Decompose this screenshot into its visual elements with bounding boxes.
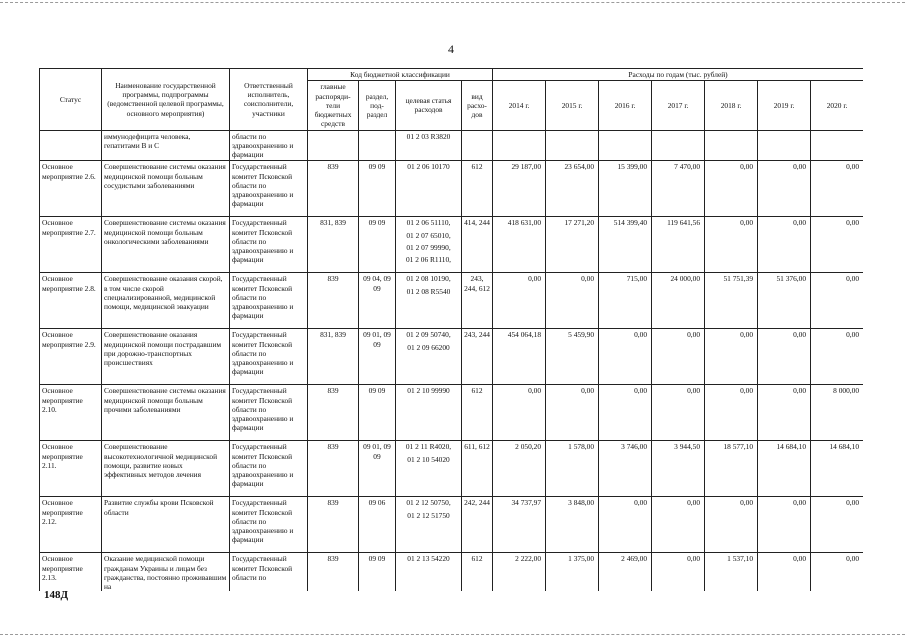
cell-value: 0,00 <box>705 217 758 273</box>
cell-value: 0,00 <box>599 385 652 441</box>
budget-table-wrapper <box>39 68 863 591</box>
scan-edge-top <box>0 2 905 3</box>
cell-value: 2 469,00 <box>599 553 652 591</box>
cell-target-article <box>396 130 462 161</box>
cell-value: 3 746,00 <box>599 441 652 497</box>
cell-section: 09 09 <box>359 385 396 441</box>
cell-value: 0,00 <box>493 273 546 329</box>
cell-grbs: 839 <box>308 441 359 497</box>
cell-value: 0,00 <box>758 497 811 553</box>
header-year: 2015 г. <box>546 81 599 130</box>
cell-value: 1 537,10 <box>705 553 758 591</box>
cell-responsible: Государственный комитет Псковской области по здравоохранению и фармации <box>230 497 308 553</box>
header-year: 2014 г. <box>493 81 546 130</box>
cell-target-article <box>396 497 462 553</box>
cell-value: 14 684,10 <box>758 441 811 497</box>
cell-responsible: области по здравоохранению и фармации <box>230 130 308 161</box>
header-section: раздел, под-раздел <box>359 81 396 130</box>
cell-expense-type: 242, 244 <box>462 497 493 553</box>
target-article-code: 01 2 10 54020 <box>407 454 450 464</box>
cell-status: Основное мероприятие 2.7. <box>40 217 102 273</box>
header-name: Наименование государственной программы, подпрограммы (ведомственной целевой программы, основного мероприятия) <box>102 69 230 131</box>
cell-value <box>758 130 811 161</box>
cell-expense-type: 243, 244 <box>462 329 493 385</box>
cell-expense-type <box>462 130 493 161</box>
cell-value: 0,00 <box>758 385 811 441</box>
cell-value: 0,00 <box>758 217 811 273</box>
cell-name: Оказание медицинской помощи гражданам Украины и лицам без гражданства, постоянно проживавшим на <box>102 553 230 591</box>
cell-value: 0,00 <box>705 161 758 217</box>
cell-expense-type: 612 <box>462 161 493 217</box>
cell-name: иммунодефицита человека, гепатитами B и C <box>102 130 230 161</box>
cell-grbs: 839 <box>308 497 359 553</box>
cell-responsible: Государственный комитет Псковской области по здравоохранению и фармации <box>230 273 308 329</box>
cell-grbs: 839 <box>308 273 359 329</box>
table-body <box>40 130 864 591</box>
table-row <box>40 385 864 441</box>
cell-value <box>546 130 599 161</box>
cell-value: 0,00 <box>705 385 758 441</box>
table-header <box>40 69 864 131</box>
cell-expense-type: 612 <box>462 553 493 591</box>
cell-value: 0,00 <box>811 217 863 273</box>
header-year: 2020 г. <box>811 81 863 130</box>
target-article-code: 01 2 12 51750 <box>407 510 450 520</box>
cell-responsible: Государственный комитет Псковской области по здравоохранению и фармации <box>230 441 308 497</box>
header-year: 2019 г. <box>758 81 811 130</box>
table-row <box>40 329 864 385</box>
cell-grbs: 839 <box>308 161 359 217</box>
cell-value: 0,00 <box>652 497 705 553</box>
cell-value <box>493 130 546 161</box>
cell-status: Основное мероприятие 2.10. <box>40 385 102 441</box>
cell-value: 514 399,40 <box>599 217 652 273</box>
cell-status: Основное мероприятие 2.12. <box>40 497 102 553</box>
cell-grbs: 839 <box>308 385 359 441</box>
cell-value: 51 376,00 <box>758 273 811 329</box>
cell-responsible: Государственный комитет Псковской области по здравоохранению и фармации <box>230 385 308 441</box>
cell-target-article <box>396 441 462 497</box>
cell-expense-type: 612 <box>462 385 493 441</box>
cell-value: 0,00 <box>811 553 863 591</box>
cell-section: 09 06 <box>359 497 396 553</box>
header-status: Статус <box>40 69 102 131</box>
cell-value: 34 737,97 <box>493 497 546 553</box>
target-article-code: 01 2 10 99990 <box>407 386 450 396</box>
cell-target-article <box>396 273 462 329</box>
target-article-code: 01 2 03 R3820 <box>406 131 451 141</box>
cell-value: 3 848,00 <box>546 497 599 553</box>
cell-value: 24 000,00 <box>652 273 705 329</box>
cell-value <box>599 130 652 161</box>
target-article-code: 01 2 11 R4020, <box>405 442 452 452</box>
cell-section: 09 01, 09 09 <box>359 441 396 497</box>
cell-grbs: 839 <box>308 553 359 591</box>
table-row <box>40 217 864 273</box>
cell-status: Основное мероприятие 2.13. <box>40 553 102 591</box>
cell-target-article <box>396 329 462 385</box>
cell-section: 09 09 <box>359 161 396 217</box>
cell-value: 14 684,10 <box>811 441 863 497</box>
cell-value: 0,00 <box>652 553 705 591</box>
header-main-managers: главные распоряди-тели бюджетных средств <box>308 81 359 130</box>
cell-value: 0,00 <box>546 385 599 441</box>
target-article-code: 01 2 06 10170 <box>407 162 450 172</box>
cell-value: 7 470,00 <box>652 161 705 217</box>
cell-target-article <box>396 553 462 591</box>
cell-value: 17 271,20 <box>546 217 599 273</box>
cell-value: 0,00 <box>652 385 705 441</box>
cell-status: Основное мероприятие 2.8. <box>40 273 102 329</box>
cell-name: Совершенствование оказания скорой, в том числе скорой специализированной, медицинской помощи, медицинской эвакуации <box>102 273 230 329</box>
cell-value: 0,00 <box>493 385 546 441</box>
cell-value: 8 000,00 <box>811 385 863 441</box>
cell-section: 09 09 <box>359 553 396 591</box>
cell-value <box>652 130 705 161</box>
target-article-code: 01 2 07 99990, <box>406 242 451 252</box>
budget-table <box>39 68 863 591</box>
cell-value: 0,00 <box>546 273 599 329</box>
page-number: 4 <box>448 42 454 56</box>
cell-grbs: 831, 839 <box>308 329 359 385</box>
cell-value: 0,00 <box>758 329 811 385</box>
table-row <box>40 130 864 161</box>
target-article-code: 01 2 07 65010, <box>406 230 451 240</box>
cell-value: 2 222,00 <box>493 553 546 591</box>
cell-value: 0,00 <box>811 273 863 329</box>
cell-value <box>811 130 863 161</box>
cell-value: 51 751,39 <box>705 273 758 329</box>
scan-edge-bottom <box>0 634 905 635</box>
cell-responsible: Государственный комитет Псковской области по здравоохранению и фармации <box>230 161 308 217</box>
cell-name: Совершенствование высокотехнологичной медицинской помощи, развитие новых эффективных методов лечения <box>102 441 230 497</box>
cell-value: 0,00 <box>652 329 705 385</box>
cell-value: 0,00 <box>811 329 863 385</box>
cell-responsible: Государственный комитет Псковской области по здравоохранению и фармации <box>230 217 308 273</box>
cell-value <box>705 130 758 161</box>
cell-value: 0,00 <box>705 329 758 385</box>
cell-section <box>359 130 396 161</box>
cell-section: 09 09 <box>359 217 396 273</box>
target-article-code: 01 2 08 R5540 <box>406 286 451 296</box>
table-row <box>40 441 864 497</box>
cell-value: 18 577,10 <box>705 441 758 497</box>
table-row <box>40 273 864 329</box>
cell-name: Совершенствование оказания медицинской помощи пострадавшим при дорожно-транспортных происшествиях <box>102 329 230 385</box>
cell-grbs: 831, 839 <box>308 217 359 273</box>
cell-section: 09 01, 09 09 <box>359 329 396 385</box>
header-year: 2017 г. <box>652 81 705 130</box>
cell-value: 5 459,90 <box>546 329 599 385</box>
cell-value: 454 064,18 <box>493 329 546 385</box>
target-article-code: 01 2 09 66200 <box>407 342 450 352</box>
header-target-article: целевая статья расходов <box>396 81 462 130</box>
cell-value: 23 654,00 <box>546 161 599 217</box>
header-expenses: Расходы по годам (тыс. рублей) <box>493 69 863 81</box>
header-responsible: Ответственный исполнитель, соисполнители, участники <box>230 69 308 131</box>
cell-value: 418 631,00 <box>493 217 546 273</box>
header-year: 2018 г. <box>705 81 758 130</box>
cell-target-article <box>396 161 462 217</box>
cell-name: Совершенствование системы оказания медицинской помощи больным онкологическими заболеваниями <box>102 217 230 273</box>
cell-value: 1 375,00 <box>546 553 599 591</box>
cell-value: 3 944,50 <box>652 441 705 497</box>
target-article-code: 01 2 08 10190, <box>406 274 451 284</box>
target-article-code: 01 2 12 50750, <box>406 498 451 508</box>
cell-expense-type: 414, 244 <box>462 217 493 273</box>
cell-responsible: Государственный комитет Псковской области по здравоохранению и фармации <box>230 329 308 385</box>
cell-value: 0,00 <box>811 497 863 553</box>
cell-target-article <box>396 385 462 441</box>
cell-value: 0,00 <box>705 497 758 553</box>
target-article-code: 01 2 06 R1110, <box>405 255 452 264</box>
cell-value: 1 578,00 <box>546 441 599 497</box>
cell-section: 09 04, 09 09 <box>359 273 396 329</box>
cell-expense-type: 611, 612 <box>462 441 493 497</box>
cell-expense-type: 243, 244, 612 <box>462 273 493 329</box>
cell-name: Совершенствование системы оказания медицинской помощи больным прочими заболеваниями <box>102 385 230 441</box>
cell-value: 715,00 <box>599 273 652 329</box>
cell-value: 0,00 <box>758 553 811 591</box>
header-budget-code: Код бюджетной классификации <box>308 69 493 81</box>
target-article-code: 01 2 09 50740, <box>406 330 451 340</box>
cell-value: 2 050,20 <box>493 441 546 497</box>
cell-name: Развитие службы крови Псковской области <box>102 497 230 553</box>
table-row <box>40 161 864 217</box>
cell-value: 29 187,00 <box>493 161 546 217</box>
cell-status: Основное мероприятие 2.6. <box>40 161 102 217</box>
cell-status: Основное мероприятие 2.9. <box>40 329 102 385</box>
cell-value: 119 641,56 <box>652 217 705 273</box>
cell-value: 15 399,00 <box>599 161 652 217</box>
header-year: 2016 г. <box>599 81 652 130</box>
cell-value: 0,00 <box>599 329 652 385</box>
target-article-code: 01 2 13 54220 <box>407 554 450 564</box>
cell-grbs <box>308 130 359 161</box>
cell-value: 0,00 <box>758 161 811 217</box>
cell-status: Основное мероприятие 2.11. <box>40 441 102 497</box>
cell-value: 0,00 <box>599 497 652 553</box>
footer-code: 148Д <box>44 589 69 601</box>
cell-value: 0,00 <box>811 161 863 217</box>
table-row <box>40 553 864 591</box>
table-row <box>40 497 864 553</box>
cell-status <box>40 130 102 161</box>
cell-name: Совершенствование системы оказания медицинской помощи больным сосудистыми заболеваниями <box>102 161 230 217</box>
cell-responsible: Государственный комитет Псковской области по <box>230 553 308 591</box>
header-expense-type: вид расхо-дов <box>462 81 493 130</box>
target-article-code: 01 2 06 51110, <box>406 218 451 228</box>
cell-target-article <box>396 217 462 273</box>
